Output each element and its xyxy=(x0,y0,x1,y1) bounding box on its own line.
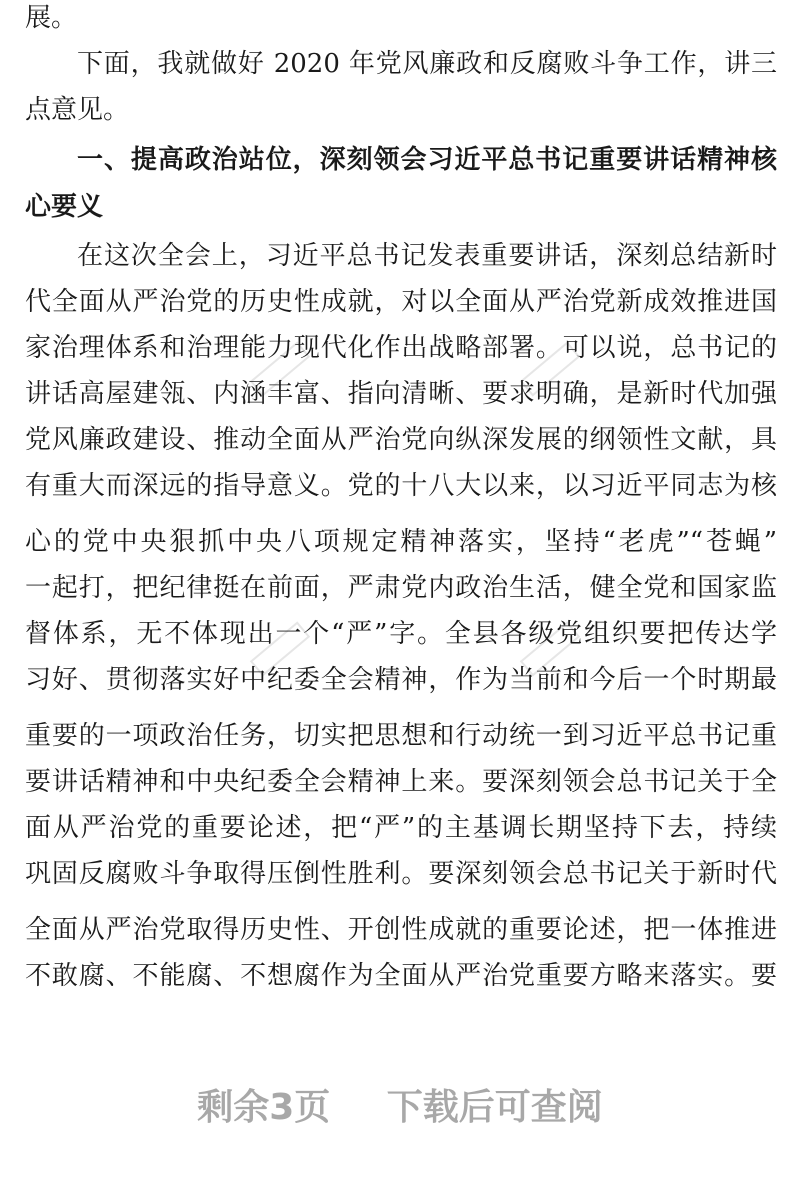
text-line-11: 有重大而深远的指导意义。党的十八大以来，以习近平同志为核 xyxy=(25,471,777,501)
text-line-21: 不敢腐、不能腐、不想腐作为全面从严治党重要方略来落实。要 xyxy=(25,961,777,991)
text-line-13: 一起打，把纪律挺在前面，严肃党内政治生活，健全党和国家监 xyxy=(25,573,777,603)
text-line-12: 心的党中央狠抓中央八项规定精神落实，坚持“老虎”“苍蝇” xyxy=(25,527,777,557)
text-line-2: 下面，我就做好 2020 年党风廉政和反腐败斗争工作，讲三 xyxy=(77,49,777,79)
remaining-pages-label: 剩余3页 xyxy=(197,1087,331,1128)
text-line-14: 督体系，无不体现出一个“严”字。全县各级党组织要把传达学 xyxy=(25,619,777,649)
text-line-16: 重要的一项政治任务，切实把思想和行动统一到习近平总书记重 xyxy=(25,721,777,751)
text-line-6: 在这次全会上，习近平总书记发表重要讲话，深刻总结新时 xyxy=(77,241,777,271)
text-line-20: 全面从严治党取得历史性、开创性成就的重要论述，把一体推进 xyxy=(25,915,777,945)
text-line-3: 点意见。 xyxy=(25,95,130,125)
text-line-9: 讲话高屋建瓴、内涵丰富、指向清晰、要求明确，是新时代加强 xyxy=(25,379,777,409)
section-heading-1: 一、提高政治站位，深刻领会习近平总书记重要讲话精神核 xyxy=(77,145,777,175)
text-line-10: 党风廉政建设、推动全面从严治党向纵深发展的纲领性文献，具 xyxy=(25,425,777,455)
text-line-18: 面从严治党的重要论述，把“严”的主基调长期坚持下去，持续 xyxy=(25,813,777,843)
text-line-1: 展。 xyxy=(25,3,78,33)
text-line-19: 巩固反腐败斗争取得压倒性胜利。要深刻领会总书记关于新时代 xyxy=(25,859,777,889)
text-line-15: 习好、贯彻落实好中纪委全会精神，作为当前和今后一个时期最 xyxy=(25,665,777,695)
text-line-8: 家治理体系和治理能力现代化作出战略部署。可以说，总书记的 xyxy=(25,333,777,363)
download-banner[interactable] xyxy=(0,1078,800,1138)
text-line-7: 代全面从严治党的历史性成就，对以全面从严治党新成效推进国 xyxy=(25,287,777,317)
download-to-view-label: 下载后可查阅 xyxy=(386,1087,603,1128)
section-heading-1-cont: 心要义 xyxy=(25,192,104,222)
text-line-17: 要讲话精神和中央纪委全会精神上来。要深刻领会总书记关于全 xyxy=(25,767,777,797)
